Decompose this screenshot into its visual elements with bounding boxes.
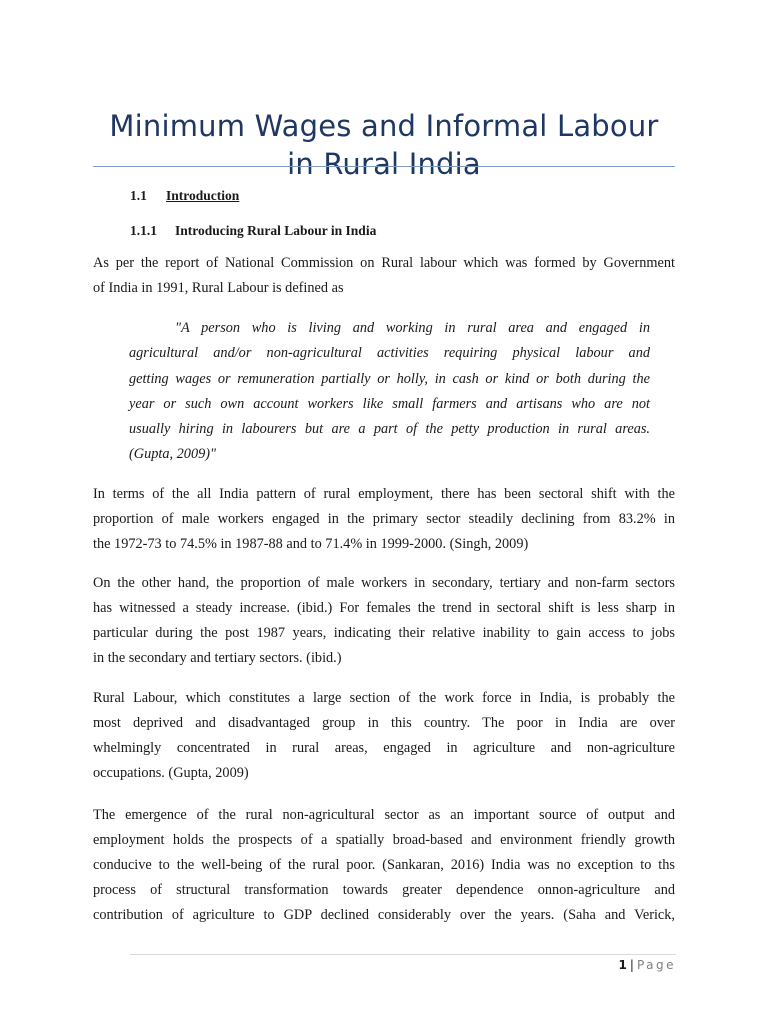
paragraph-employment-pattern [93, 482, 675, 557]
quote-line: agricultural and/or non-agricultural activities requiring physical labour and [129, 345, 650, 362]
quote-line: (Gupta, 2009)" [129, 446, 217, 463]
paragraph-line: employment holds the prospects of a spatially broad-based and environment friendly growth [93, 832, 675, 848]
paragraph-sectoral-shift [93, 571, 675, 671]
section-number: 1.1 [130, 188, 147, 203]
title-divider [93, 166, 675, 167]
paragraph-line: proportion of male workers engaged in the primary sector steadily declining from 83.2% in [93, 511, 675, 527]
footer-divider [130, 954, 676, 955]
quote-line: getting wages or remuneration partially or holly, in cash or kind or both during the [129, 370, 650, 387]
paragraph-line: has witnessed a steady increase. (ibid.) For females the trend in sectoral shift is less sharp in [93, 600, 675, 616]
quote-line: year or such own account workers like small farmers and artisans who are not [129, 395, 650, 412]
paragraph-line: In terms of the all India pattern of rural employment, there has been sectoral shift with the [93, 486, 675, 502]
page-footer [619, 957, 676, 973]
paragraph-line: On the other hand, the proportion of male workers in secondary, tertiary and non-farm sectors [93, 575, 675, 591]
paragraph-line: occupations. (Gupta, 2009) [93, 765, 249, 781]
paragraph-line: of India in 1991, Rural Labour is defined as [93, 280, 344, 296]
paragraph-rural-labour [93, 686, 675, 786]
intro-paragraph [93, 251, 675, 301]
paragraph-line: whelmingly concentrated in rural areas, engaged in agriculture and non-agriculture [93, 740, 675, 756]
paragraph-line: The emergence of the rural non-agricultural sector as an important source of output and [93, 807, 675, 823]
block-quote [129, 316, 650, 468]
subsection-heading [130, 222, 376, 240]
paragraph-line: particular during the post 1987 years, indicating their relative inability to gain access to jobs [93, 625, 675, 641]
paragraph-line: in the secondary and tertiary sectors. (ibid.) [93, 650, 342, 666]
paragraph-line: As per the report of National Commission on Rural labour which was formed by Government [93, 255, 675, 271]
subsection-label: Introducing Rural Labour in India [175, 223, 377, 238]
paragraph-line: process of structural transformation towards greater dependence onnon-agriculture and [93, 882, 675, 898]
paragraph-line: contribution of agriculture to GDP declined considerably over the years. (Saha and Verick, [93, 907, 675, 923]
paragraph-line: the 1972-73 to 74.5% in 1987-88 and to 71.4% in 1999-2000. (Singh, 2009) [93, 536, 529, 552]
paragraph-line: most deprived and disadvantaged group in this country. The poor in India are over [93, 715, 675, 731]
page-number: 1 [618, 958, 627, 972]
section-heading [130, 187, 239, 205]
footer-separator: | [629, 958, 634, 972]
title-line-1: Minimum Wages and Informal Labour [109, 109, 659, 144]
page-label: Page [636, 958, 676, 972]
section-label: Introduction [166, 188, 240, 203]
subsection-number: 1.1.1 [130, 223, 157, 238]
document-title [93, 107, 675, 183]
paragraph-non-agricultural-sector [93, 803, 675, 928]
quote-line: "A person who is living and working in rural area and engaged in [175, 320, 650, 336]
quote-line: usually hiring in labourers but are a part of the petty production in rural areas. [129, 421, 650, 438]
paragraph-line: Rural Labour, which constitutes a large section of the work force in India, is probably the [93, 690, 675, 706]
paragraph-line: conducive to the well-being of the rural poor. (Sankaran, 2016) India was no exception to ths [93, 857, 675, 873]
title-line-2: in Rural India [287, 147, 481, 182]
